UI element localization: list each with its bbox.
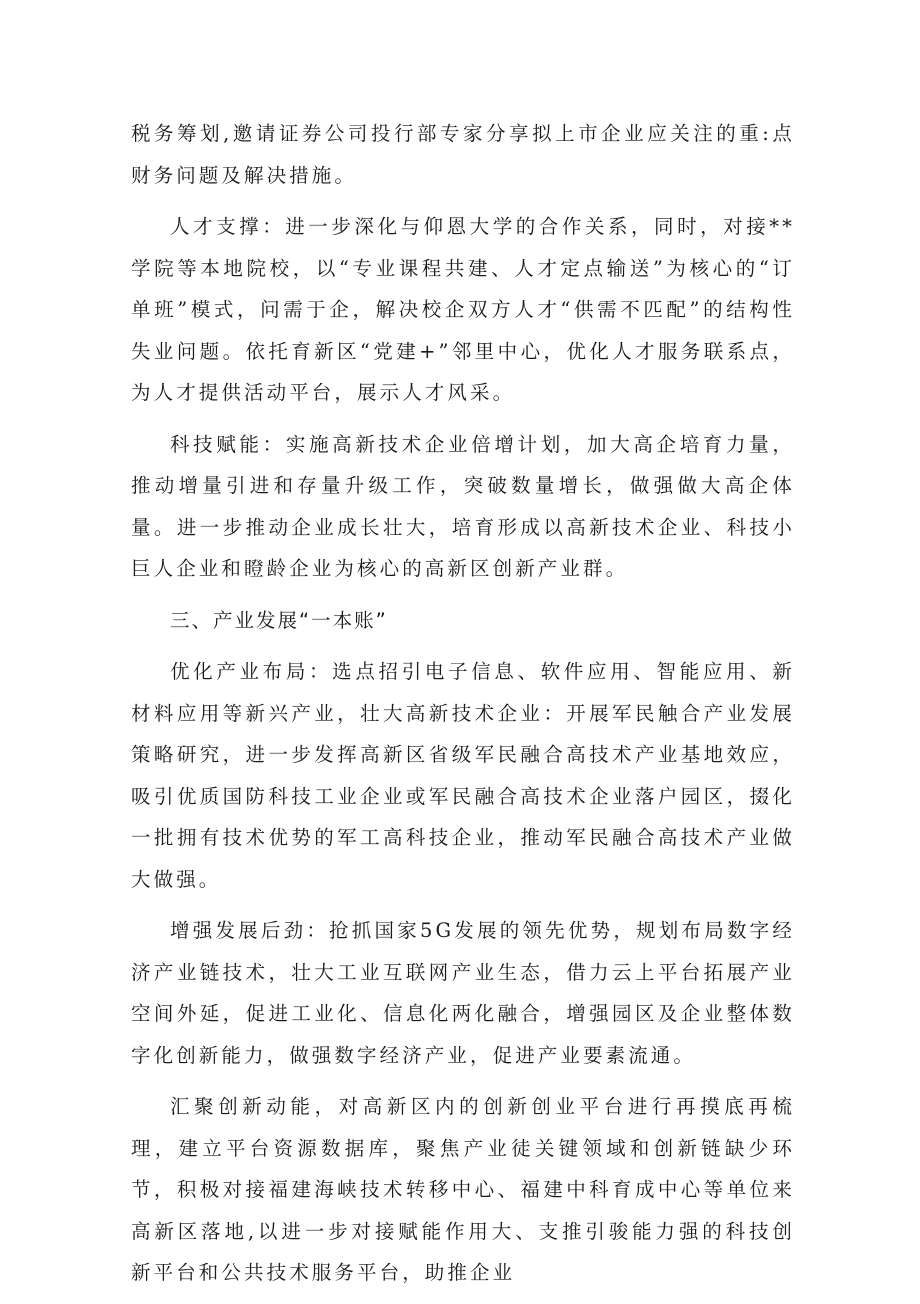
paragraph-industry-layout: 优化产业布局：选点招引电子信息、软件应用、智能应用、新材料应用等新兴产业，壮大高新技术企业：开展军民触合产业发展策略研究，进一步发挥高新区省级军民融合高技术产业基地效应，吸引优质国防科技工业企业或军民融合高技术企业落户园区，掇化一批拥有技术优势的军工高科技企业，推动军民融合高技术产业做大做强。: [131, 660, 795, 891]
section-heading-industry: 三、产业发展“一本账”: [170, 608, 388, 632]
paragraph-talent-support: 人才支撑：进一步深化与仰恩大学的合作关系，同时，对接**学院等本地院校，以“专业课程共建、人才定点输送”为核心的“订单班”模式，问需于企，解决校企双方人才“供需不匹配”的结构性失业问题。依托育新区“党建+”邻里中心，优化人才服务联系点，为人才提供活动平台，展示人才风采。: [131, 215, 795, 404]
document-body: [131, 113, 795, 1304]
paragraph-innovation-momentum: 汇聚创新动能，对高新区内的创新创业平台进行再摸底再梳理，建立平台资源数据库，聚焦产业徒关键领域和创新链缺少环节，积极对接福建海峡技术转移中心、福建中科育成中心等单位来高新区落地,以进一步对接赋能作用大、支推引骏能力强的科技创新平台和公共技术服务平台，助推企业: [131, 1095, 795, 1284]
paragraph-tech-empowerment: 科技赋能：实施高新技术企业倍增计划，加大高企培育力量，推动增量引进和存量升级工作，突破数量增长，做强做大高企体量。进一步推动企业成长壮大，培育形成以高新技术企业、科技小巨人企业和瞪龄企业为核心的高新区创新产业群。: [131, 432, 795, 580]
paragraph-tax-planning: 税务筹划,邀请证券公司投行部专家分享拟上市企业应关注的重:点财务问题及解决措施。: [131, 122, 795, 187]
paragraph-development-momentum: 增强发展后劲：抢抓国家5G发展的领先优势，规划布局数字经济产业链技术，壮大工业互联网产业生态，借力云上平台拓展产业空间外延，促进工业化、信息化两化融合，增强园区及企业整体数字化创新能力，做强数字经济产业，促进产业要素流通。: [131, 919, 795, 1067]
